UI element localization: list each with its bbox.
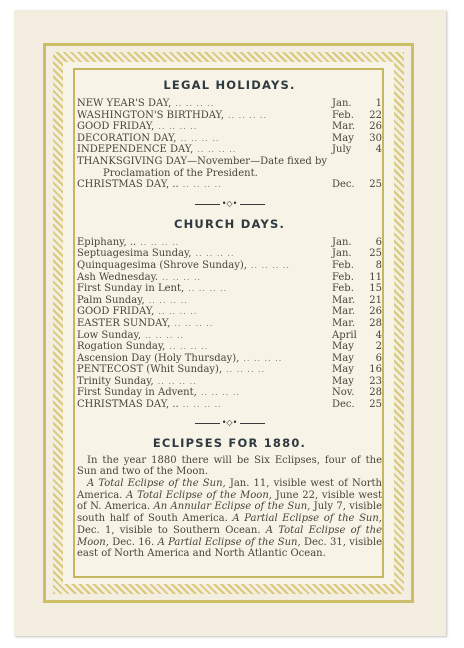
holiday-month: May [332,375,354,387]
holiday-month: Jan. [332,236,352,248]
holiday-day: 30 [369,132,382,144]
holiday-day: 1 [375,98,382,109]
eclipse-2-title: A Total Eclipse of the Moon, [126,489,272,501]
leader-dots: .. .. .. .. [157,376,197,386]
eclipse-5-title: A Total Eclipse of the Moon, [77,524,382,548]
legal-holiday-row [77,110,382,122]
holiday-name: Palm Sunday, [77,294,145,306]
holiday-day: 4 [375,329,382,341]
holiday-name: Low Sunday, [77,329,141,341]
leader-dots: .. .. .. .. [158,122,198,132]
leader-dots: .. .. .. .. [158,307,198,317]
divider-ornament-icon: •◇• [220,199,240,209]
holiday-day: 15 [369,283,382,295]
holiday-name: Septuagesima Sunday, [77,248,192,260]
holiday-name: Quinquagesima (Shrove Sunday), [77,259,247,271]
eclipses-list [77,478,382,560]
leader-dots: .. .. .. .. [228,110,268,120]
leader-dots: .. .. .. .. [200,388,240,398]
holiday-name: GOOD FRIDAY, [77,121,155,133]
leader-dots: .. .. .. .. [195,249,235,259]
holiday-day: 6 [375,352,382,364]
holiday-name: INDEPENDENCE DAY, [77,144,194,156]
leader-dots: .. .. .. .. [226,365,266,375]
holiday-name: Rogation Sunday, [77,341,166,353]
leader-dots: .. .. .. .. [243,353,283,363]
legal-holidays-list [77,98,382,156]
holiday-day: 28 [369,387,382,399]
holiday-month: Jan. [332,98,352,109]
leader-dots: .. .. .. .. [162,272,202,282]
holiday-month: Feb. [332,109,354,121]
legal-holiday-row [77,133,382,145]
legal-holiday-row [77,98,382,110]
legal-holiday-row [77,144,382,156]
holiday-day: 25 [369,399,382,411]
church-day-row [77,330,382,342]
ornament-divider [195,200,265,210]
church-day-row [77,283,382,295]
church-day-row [77,387,382,399]
ornament-divider-2 [195,419,265,429]
eclipse-6-title: A Partial Eclipse of the Sun, [157,536,301,548]
holiday-day: 2 [375,341,382,353]
leader-dots: .. .. .. .. [180,133,220,143]
holiday-month: Mar. [332,306,356,318]
eclipse-5-text: Dec. 16. [108,536,158,548]
holiday-month: April [332,329,357,341]
holiday-month: Mar. [332,294,356,306]
holiday-day: 22 [369,109,382,121]
christmas-legal-row [77,179,382,191]
holiday-day: 16 [369,364,382,376]
holiday-name: First Sunday in Lent, [77,283,185,295]
leader-dots: .. .. .. .. [174,318,214,328]
holiday-name: First Sunday in Advent, [77,387,197,399]
holiday-name: NEW YEAR'S DAY, [77,98,172,109]
church-day-row [77,399,382,411]
eclipse-1-text: Jan. 11, visible west of North America. [77,478,382,501]
holiday-day: 11 [369,271,382,283]
leader-dots: .. .. .. .. [182,180,222,190]
eclipse-3-title: An Annular Eclipse of the Sun, [153,501,311,513]
eclipse-2-text: June 22, visible west of N. America. [77,489,383,513]
holiday-name: Ash Wednesday. [77,271,159,283]
holiday-month: Feb. [332,259,354,271]
eclipse-4-text: Dec. 1, visible to Southern Ocean. [77,524,266,536]
leader-dots: .. .. .. .. [182,400,222,410]
divider-ornament-icon: •◇• [220,418,240,428]
holiday-day: 6 [375,236,382,248]
church-day-row [77,248,382,260]
church-day-row [77,272,382,284]
church-day-row [77,353,382,365]
leader-dots: .. .. .. .. [250,260,290,270]
page-content [77,72,382,560]
holiday-day: 25 [369,248,382,260]
holiday-day: 26 [369,306,382,318]
holiday-name: Ascension Day (Holy Thursday), [77,352,240,364]
church-day-row [77,260,382,272]
holiday-month: Jan. [332,248,352,260]
holiday-name: CHRISTMAS DAY, .. [77,399,179,411]
holiday-month: May [332,341,354,353]
leader-dots: .. .. .. .. [148,295,188,305]
holiday-month: July [332,144,352,156]
holiday-day: 25 [369,179,382,191]
holiday-name: WASHINGTON'S BIRTHDAY, [77,109,225,121]
holiday-month: Feb. [332,271,354,283]
church-day-row [77,295,382,307]
holiday-month: May [332,132,354,144]
holiday-month: May [332,352,354,364]
legal-holiday-row [77,121,382,133]
holiday-month: Mar. [332,121,356,133]
leader-dots: .. .. .. .. [140,237,180,247]
legal-holidays-heading: LEGAL HOLIDAYS. [163,78,296,92]
holiday-day: 8 [375,259,382,271]
holiday-day: 4 [375,144,382,156]
holiday-name: Trinity Sunday, [77,375,154,387]
leader-dots: .. .. .. .. [145,330,184,340]
church-days-list [77,237,382,411]
leader-dots: .. .. .. .. [197,145,237,155]
holiday-name: CHRISTMAS DAY, .. [77,179,179,191]
eclipse-4-title: A Partial Eclipse of the Sun, [232,513,382,525]
holiday-name: PENTECOST (Whit Sunday), [77,364,223,376]
church-day-row [77,341,382,353]
holiday-month: Mar. [332,317,356,329]
holiday-month: Feb. [332,283,354,295]
holiday-name: EASTER SUNDAY, [77,317,171,329]
holiday-day: 21 [369,294,382,306]
holiday-month: Dec. [332,399,355,411]
church-day-row [77,376,382,388]
leader-dots: .. .. .. .. [175,99,215,108]
church-day-row [77,318,382,330]
holiday-month: Dec. [332,179,355,191]
holiday-day: 26 [369,121,382,133]
eclipses-heading: ECLIPSES FOR 1880. [152,435,307,450]
church-day-row [77,306,382,318]
eclipse-3-text: July 7, visible south half of South America. [77,501,382,525]
eclipses-intro: In the year 1880 there will be Six Eclipses, four of the Sun and two of the Moon. [77,454,382,478]
holiday-day: 28 [369,317,382,329]
church-days-heading: CHURCH DAYS. [173,216,286,231]
thanksgiving-line: THANKSGIVING DAY—November—Date fixed by [77,155,328,167]
holiday-month: Nov. [332,387,355,399]
holiday-day: 23 [369,375,382,387]
holiday-name: DECORATION DAY, [77,132,177,144]
church-day-row [77,364,382,376]
leader-dots: .. .. .. .. [169,342,209,352]
eclipse-6-text: Dec. 31, visible east of North America and North Atlantic Ocean. [77,536,382,560]
holiday-name: Epiphany, .. [77,236,137,248]
holiday-month: May [332,364,354,376]
leader-dots: .. .. .. .. [188,284,228,294]
holiday-name: GOOD FRIDAY, [77,306,155,318]
church-day-row [77,237,382,249]
thanksgiving-note: Proclamation of the President. [103,167,258,179]
eclipse-1-title: A Total Eclipse of the Sun, [87,478,226,490]
